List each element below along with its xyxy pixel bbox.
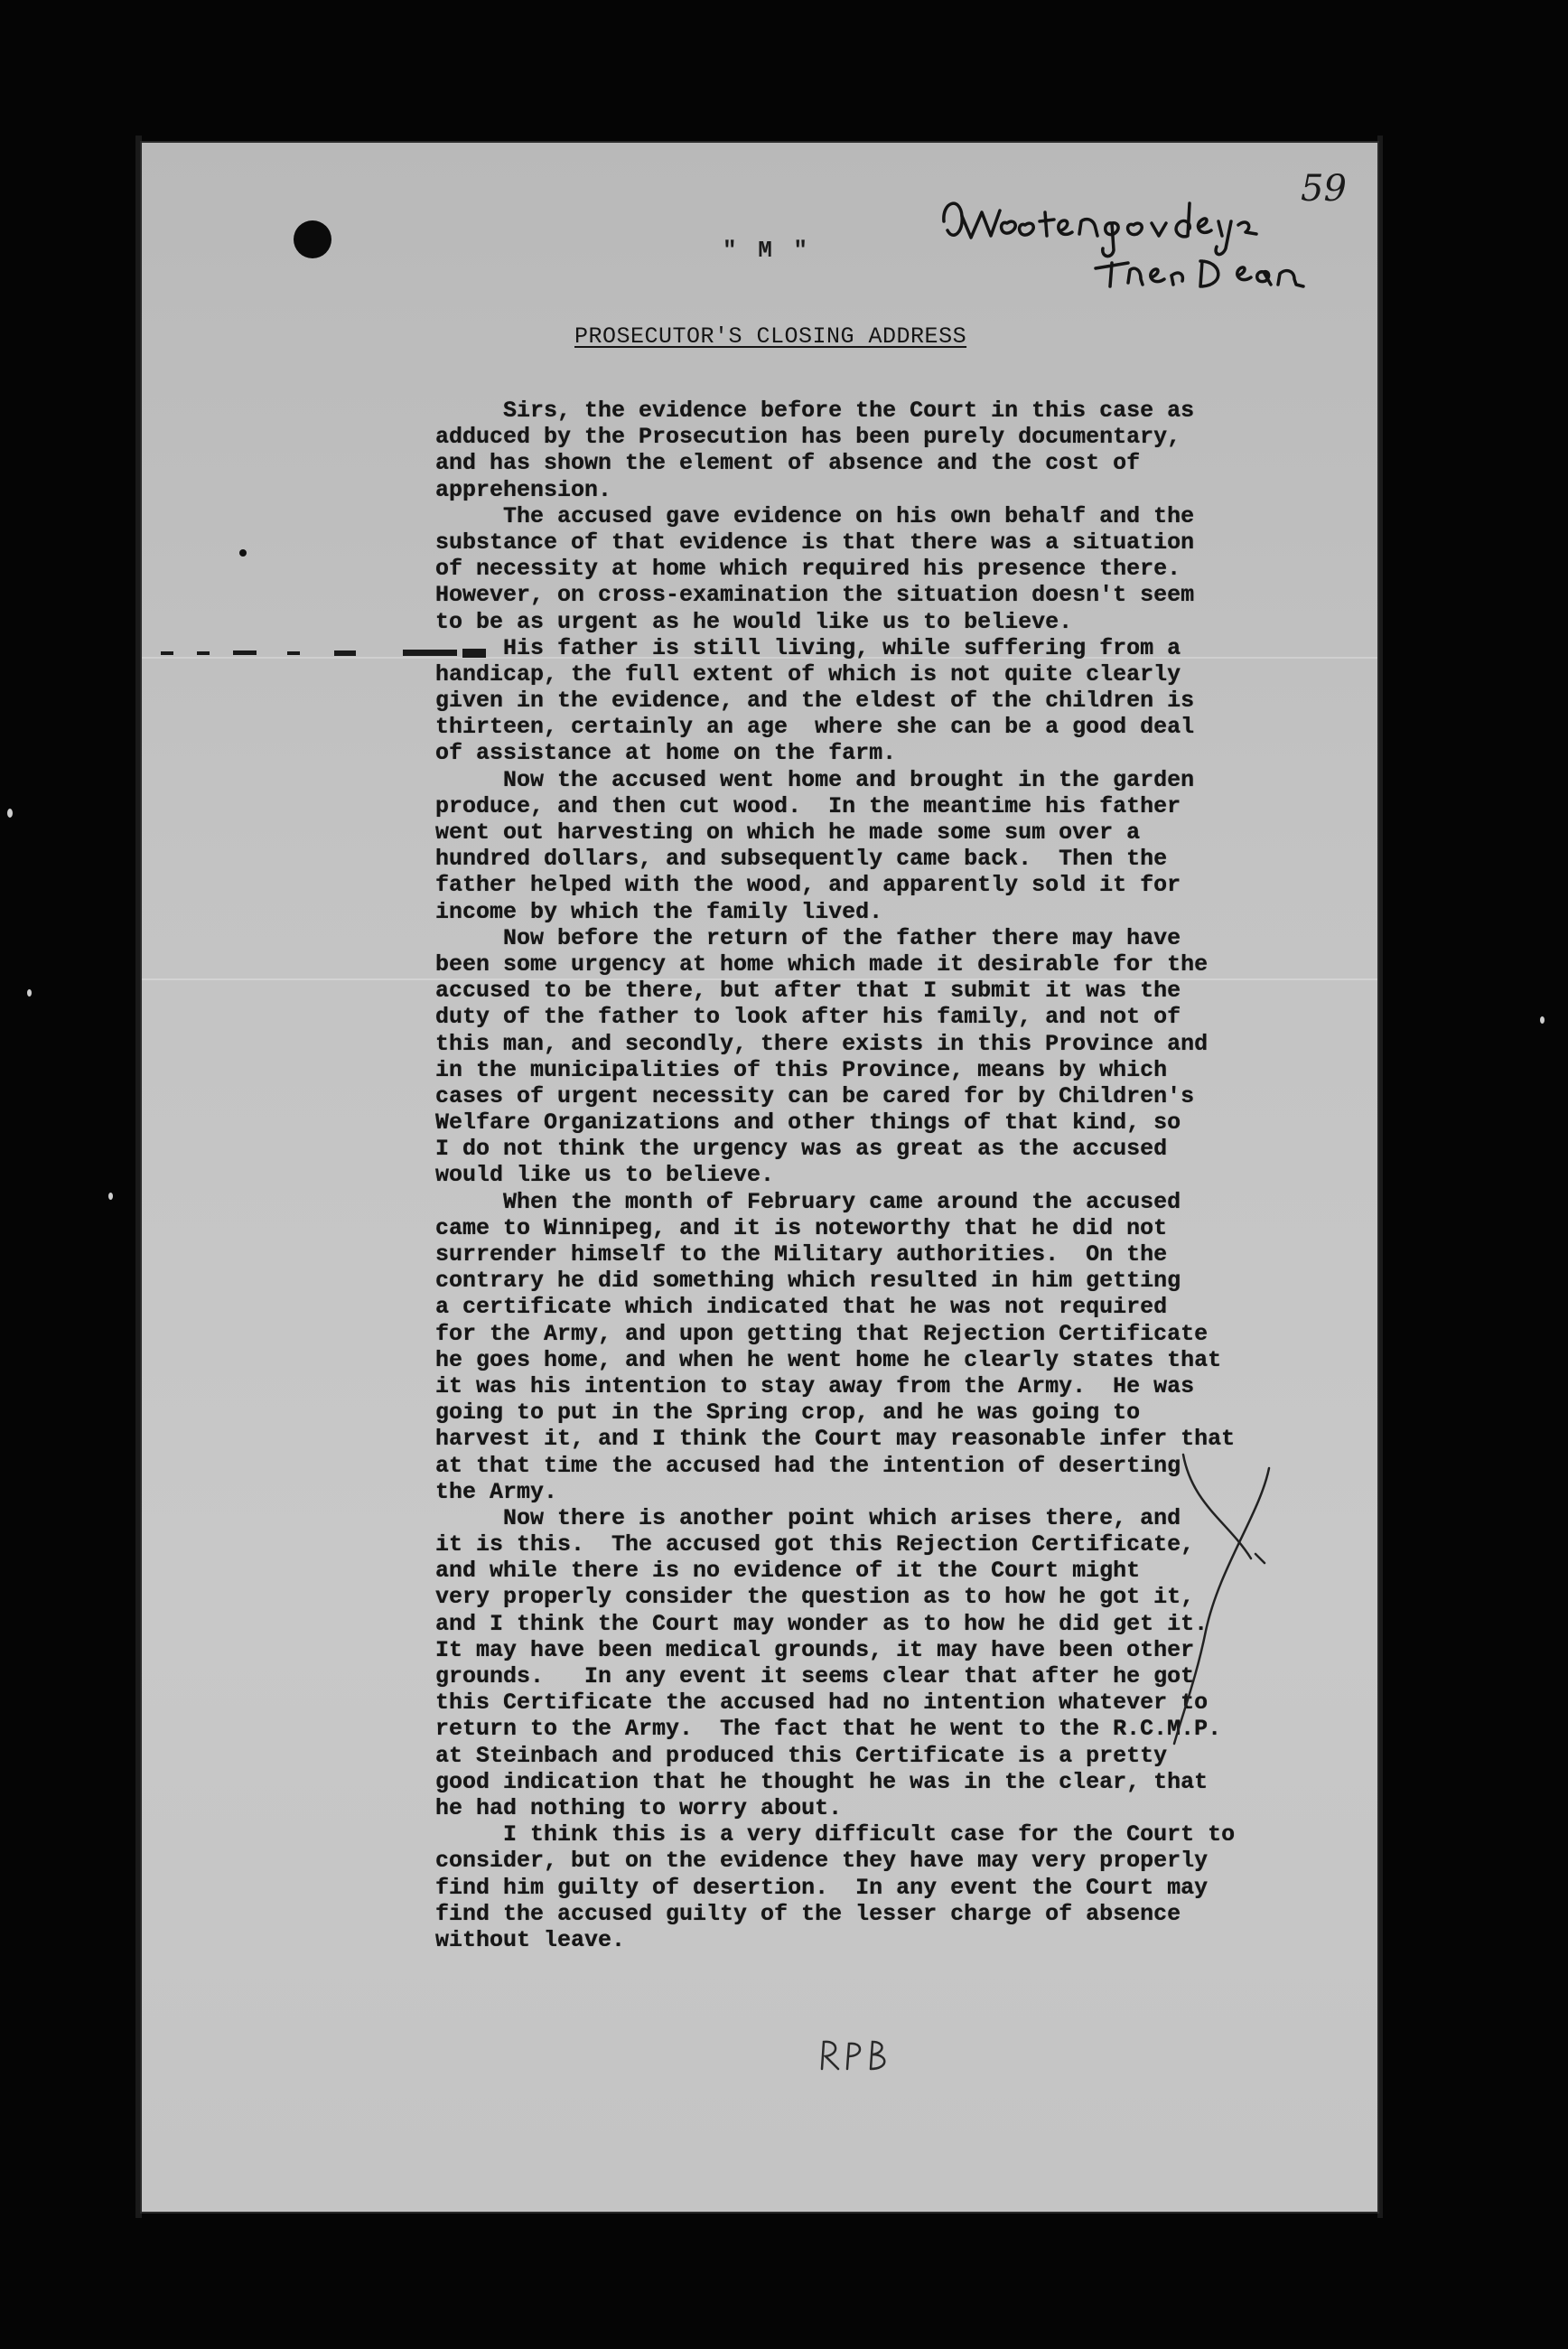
text-line: for the Army, and upon getting that Rejection Certificate xyxy=(435,1320,1209,1347)
section-mark: " M " xyxy=(723,237,812,264)
text-line: accused to be there, but after that I submit it was the xyxy=(435,978,1181,1005)
text-line: went out harvesting on which he made some sum over a xyxy=(435,819,1141,846)
text-line: substance of that evidence is that there was a situation xyxy=(435,529,1195,556)
text-line: It may have been medical grounds, it may have been other xyxy=(435,1636,1195,1663)
scan-speck xyxy=(7,809,13,818)
text-line: I think this is a very difficult case for the Court to xyxy=(435,1821,1236,1848)
text-line: this man, and secondly, there exists in this Province and xyxy=(435,1030,1209,1057)
margin-dot-icon xyxy=(239,549,247,557)
text-line: in the municipalities of this Province, means by which xyxy=(435,1056,1168,1083)
text-line: I do not think the urgency was as great as the accused xyxy=(435,1136,1168,1163)
text-line: harvest it, and I think the Court may reasonable infer that xyxy=(435,1426,1236,1453)
text-line: consider, but on the evidence they have may very properly xyxy=(435,1848,1209,1875)
text-line: apprehension. xyxy=(435,476,612,503)
text-line: duty of the father to look after his family, and not of xyxy=(435,1004,1181,1031)
handwritten-initials-icon xyxy=(813,2033,894,2078)
text-line: find the accused guilty of the lesser charge of absence xyxy=(435,1900,1181,1927)
pencil-annotation-icon xyxy=(1129,1450,1292,1748)
text-line: The accused gave evidence on his own behalf and the xyxy=(435,502,1195,529)
text-line: given in the evidence, and the eldest of the children is xyxy=(435,688,1195,715)
text-line: and has shown the element of absence and the cost of xyxy=(435,450,1141,477)
text-line: without leave. xyxy=(435,1926,626,1953)
page-number: 59 xyxy=(1301,168,1347,210)
text-line: find him guilty of desertion. In any event the Court may xyxy=(435,1874,1209,1901)
text-line: income by which the family lived. xyxy=(435,898,883,925)
text-line: and I think the Court may wonder as to how he did get it. xyxy=(435,1610,1209,1637)
text-line: contrary he did something which resulted in him getting xyxy=(435,1268,1181,1295)
scan-border-right xyxy=(1377,136,1383,2218)
text-line: of assistance at home on the farm. xyxy=(435,740,897,767)
text-line: it was his intention to stay away from the Army. He was xyxy=(435,1372,1195,1399)
text-line: return to the Army. The fact that he went to the R.C.M.P. xyxy=(435,1716,1222,1743)
text-line: Now there is another point which arises there, and xyxy=(435,1504,1181,1531)
text-line: he goes home, and when he went home he clearly states that xyxy=(435,1346,1222,1373)
text-line: going to put in the Spring crop, and he was going to xyxy=(435,1399,1141,1427)
text-line: at Steinbach and produced this Certificate is a pretty xyxy=(435,1742,1168,1769)
page-title: PROSECUTOR'S CLOSING ADDRESS xyxy=(574,323,967,350)
text-line: thirteen, certainly an age where she can be a good deal xyxy=(435,714,1195,741)
text-line: father helped with the wood, and apparently sold it for xyxy=(435,872,1181,899)
text-line: surrender himself to the Military authorities. On the xyxy=(435,1241,1168,1268)
text-line: His father is still living, while suffering from a xyxy=(435,634,1181,661)
text-line: Welfare Organizations and other things of that kind, so xyxy=(435,1109,1181,1137)
text-line: However, on cross-examination the situation doesn't seem xyxy=(435,582,1195,609)
text-line: it is this. The accused got this Rejection Certificate, xyxy=(435,1531,1195,1558)
text-line: When the month of February came around the accused xyxy=(435,1188,1181,1215)
text-line: handicap, the full extent of which is not quite clearly xyxy=(435,660,1181,688)
text-line: very properly consider the question as to how he got it, xyxy=(435,1584,1195,1611)
text-line: hundred dollars, and subsequently came back. Then the xyxy=(435,846,1168,873)
handwritten-signature-icon xyxy=(935,185,1314,294)
text-line: he had nothing to worry about. xyxy=(435,1794,843,1821)
text-line: produce, and then cut wood. In the meantime his father xyxy=(435,792,1181,819)
text-line: adduced by the Prosecution has been purely documentary, xyxy=(435,424,1181,451)
text-line: been some urgency at home which made it desirable for the xyxy=(435,950,1209,978)
text-line: Sirs, the evidence before the Court in this case as xyxy=(435,398,1195,424)
scan-speck xyxy=(108,1193,113,1200)
text-line: would like us to believe. xyxy=(435,1162,775,1189)
text-line: came to Winnipeg, and it is noteworthy that he did not xyxy=(435,1214,1168,1241)
text-line: Now before the return of the father there may have xyxy=(435,924,1181,951)
text-line: good indication that he thought he was in the clear, that xyxy=(435,1768,1209,1795)
scan-border-left xyxy=(135,136,142,2218)
text-line: this Certificate the accused had no intention whatever to xyxy=(435,1689,1209,1717)
scan-speck xyxy=(1540,1016,1545,1024)
text-line: a certificate which indicated that he was not required xyxy=(435,1294,1168,1321)
text-line: the Army. xyxy=(435,1478,558,1505)
scan-speck xyxy=(27,989,32,997)
text-line: and while there is no evidence of it the Court might xyxy=(435,1558,1141,1585)
text-line: Now the accused went home and brought in the garden xyxy=(435,766,1195,793)
text-line: grounds. In any event it seems clear that after he got xyxy=(435,1663,1195,1689)
text-line: to be as urgent as he would like us to believe. xyxy=(435,608,1073,635)
text-line: at that time the accused had the intention of deserting xyxy=(435,1452,1181,1479)
text-line: of necessity at home which required his presence there. xyxy=(435,556,1181,583)
punch-hole-icon xyxy=(294,220,331,258)
text-line: cases of urgent necessity can be cared for by Children's xyxy=(435,1082,1195,1109)
